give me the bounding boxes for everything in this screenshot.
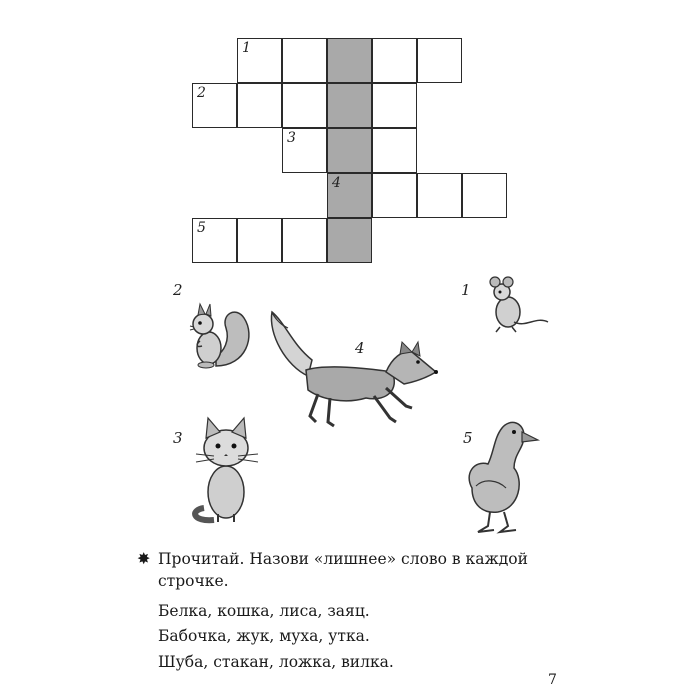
- crossword-key-cell[interactable]: [327, 38, 372, 83]
- page-number: 7: [548, 672, 557, 688]
- cat-image: [184, 410, 274, 530]
- crossword-cell[interactable]: [372, 173, 417, 218]
- crossword-cell[interactable]: [192, 83, 237, 128]
- squirrel-image: [176, 296, 256, 376]
- clue-number-5: 5: [197, 220, 206, 236]
- picture-number-mouse: 1: [461, 281, 471, 299]
- task-block: [137, 548, 560, 592]
- crossword-cell[interactable]: [282, 128, 327, 173]
- duck-image: [454, 408, 544, 538]
- crossword-cell[interactable]: [417, 38, 462, 83]
- mouse-image: [476, 272, 556, 334]
- crossword-cell[interactable]: [192, 218, 237, 263]
- star-icon: ✸: [137, 549, 151, 568]
- clue-number-1: 1: [242, 40, 251, 56]
- clue-number-3: 3: [287, 130, 296, 146]
- word-row-1: Белка, кошка, лиса, заяц.: [158, 602, 370, 620]
- word-row-2: Бабочка, жук, муха, утка.: [158, 627, 370, 645]
- picture-number-fox: 4: [355, 339, 365, 357]
- crossword-cell[interactable]: [282, 218, 327, 263]
- crossword-cell[interactable]: [372, 83, 417, 128]
- crossword-cell[interactable]: [282, 38, 327, 83]
- crossword-cell[interactable]: [237, 38, 282, 83]
- picture-number-duck: 5: [463, 429, 473, 447]
- fox-image: [266, 306, 446, 446]
- clue-number-4: 4: [332, 175, 341, 191]
- task-instruction: Прочитай. Назови «лишнее» слово в каждой: [158, 550, 528, 568]
- crossword-cell[interactable]: [282, 83, 327, 128]
- crossword-key-cell[interactable]: [327, 83, 372, 128]
- crossword-cell[interactable]: [237, 83, 282, 128]
- crossword-key-cell[interactable]: [327, 128, 372, 173]
- picture-number-cat: 3: [173, 429, 183, 447]
- crossword-key-cell[interactable]: [327, 173, 372, 218]
- crossword-key-cell[interactable]: [327, 218, 372, 263]
- crossword-cell[interactable]: [372, 128, 417, 173]
- crossword-cell[interactable]: [462, 173, 507, 218]
- crossword-cell[interactable]: [237, 218, 282, 263]
- crossword-cell[interactable]: [417, 173, 462, 218]
- word-row-3: Шуба, стакан, ложка, вилка.: [158, 653, 394, 671]
- clue-number-2: 2: [197, 85, 206, 101]
- task-instruction-continued: строчке.: [158, 572, 229, 590]
- crossword-cell[interactable]: [372, 38, 417, 83]
- picture-number-squirrel: 2: [173, 281, 183, 299]
